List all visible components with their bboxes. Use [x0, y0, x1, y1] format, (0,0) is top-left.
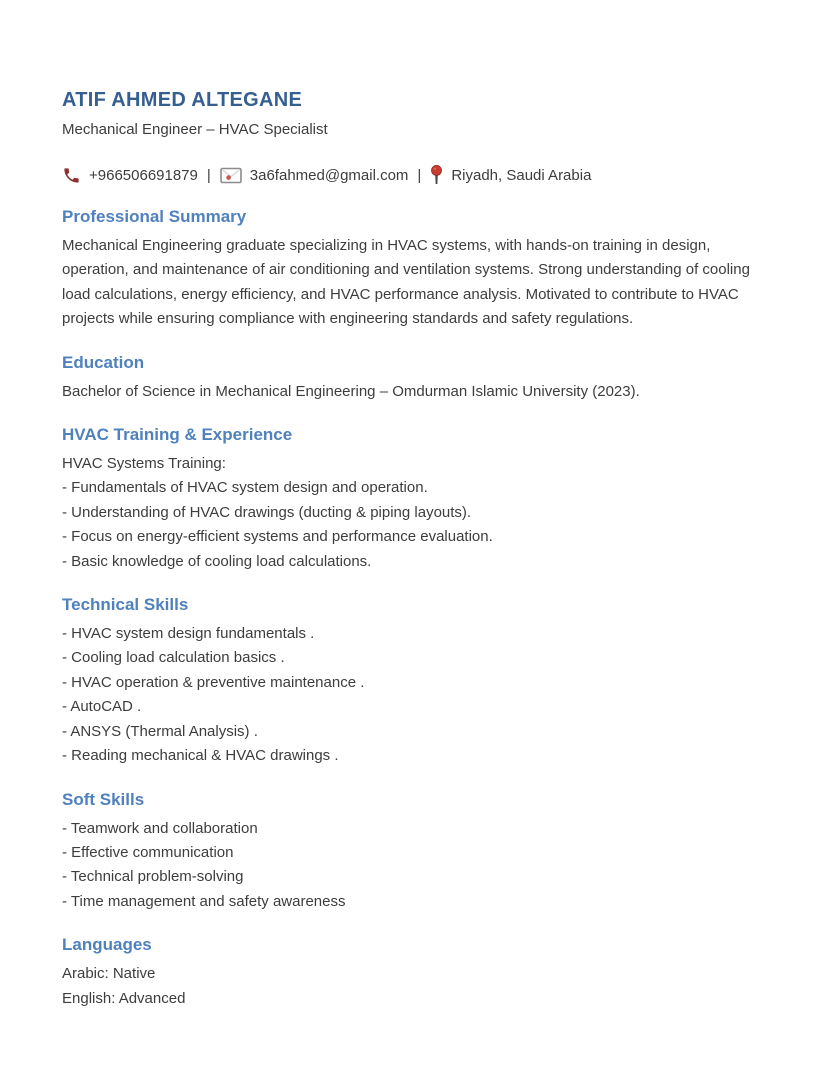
training-intro-line: HVAC Systems Training:	[62, 455, 226, 473]
section-heading: HVAC Training & Experience	[62, 425, 293, 445]
section-heading: Technical Skills	[62, 595, 189, 615]
section-heading: Education	[62, 352, 145, 372]
soft-skill-bullet: - Technical problem-solving	[62, 868, 244, 886]
soft-skill-bullet: - Time management and safety awareness	[62, 892, 346, 910]
phone-number: +966506691879	[89, 167, 198, 184]
envelope-icon	[220, 167, 242, 184]
section-professional-summary	[62, 206, 766, 332]
section-hvac-training	[62, 424, 766, 574]
contact-row	[62, 165, 766, 186]
section-technical-skills	[62, 594, 766, 768]
email-address: 3a6fahmed@gmail.com	[249, 167, 409, 184]
training-bullet: - Focus on energy-efficient systems and performance evaluation.	[62, 528, 493, 546]
technical-skill-bullet: - Cooling load calculation basics .	[62, 649, 285, 667]
section-education	[62, 352, 766, 404]
language-line: Arabic: Native	[62, 965, 156, 983]
education-line: Bachelor of Science in Mechanical Engineering – Omdurman Islamic University (2023).	[62, 382, 640, 400]
section-soft-skills	[62, 789, 766, 915]
summary-paragraph: Mechanical Engineering graduate specializing in HVAC systems, with hands-on training in design, operation, and maintenance of air conditioning and ventilation systems. Strong understanding of cooling load calculations, energy efficiency, and HVAC performance analysis. Motivated to contribute to HVAC projects while ensuring compliance with engineering standards and safety regulations.	[62, 237, 750, 328]
round-pushpin-icon	[430, 165, 443, 186]
technical-skill-bullet: - HVAC operation & preventive maintenance .	[62, 673, 365, 691]
phone-receiver-icon	[62, 166, 81, 185]
section-languages	[62, 934, 766, 1011]
technical-skill-bullet: - AutoCAD .	[62, 698, 142, 716]
technical-skill-bullet: - Reading mechanical & HVAC drawings .	[62, 747, 339, 765]
section-heading: Professional Summary	[62, 207, 247, 226]
section-heading: Soft Skills	[62, 789, 145, 809]
section-heading: Languages	[62, 935, 152, 955]
soft-skill-bullet: - Effective communication	[62, 843, 234, 861]
soft-skill-bullet: - Teamwork and collaboration	[62, 819, 258, 837]
location-text: Riyadh, Saudi Arabia	[451, 167, 592, 184]
language-line: English: Advanced	[62, 989, 186, 1007]
training-bullet: - Understanding of HVAC drawings (ducting & piping layouts).	[62, 503, 472, 521]
training-bullet: - Fundamentals of HVAC system design and operation.	[62, 479, 428, 497]
contact-separator: |	[417, 167, 422, 184]
contact-separator: |	[206, 167, 211, 184]
technical-skill-bullet: - ANSYS (Thermal Analysis) .	[62, 722, 258, 740]
technical-skill-bullet: - HVAC system design fundamentals .	[62, 625, 315, 643]
candidate-name: ATIF AHMED ALTEGANE	[62, 89, 303, 111]
training-bullet: - Basic knowledge of cooling load calculations.	[62, 552, 372, 570]
job-title: Mechanical Engineer – HVAC Specialist	[62, 121, 328, 138]
